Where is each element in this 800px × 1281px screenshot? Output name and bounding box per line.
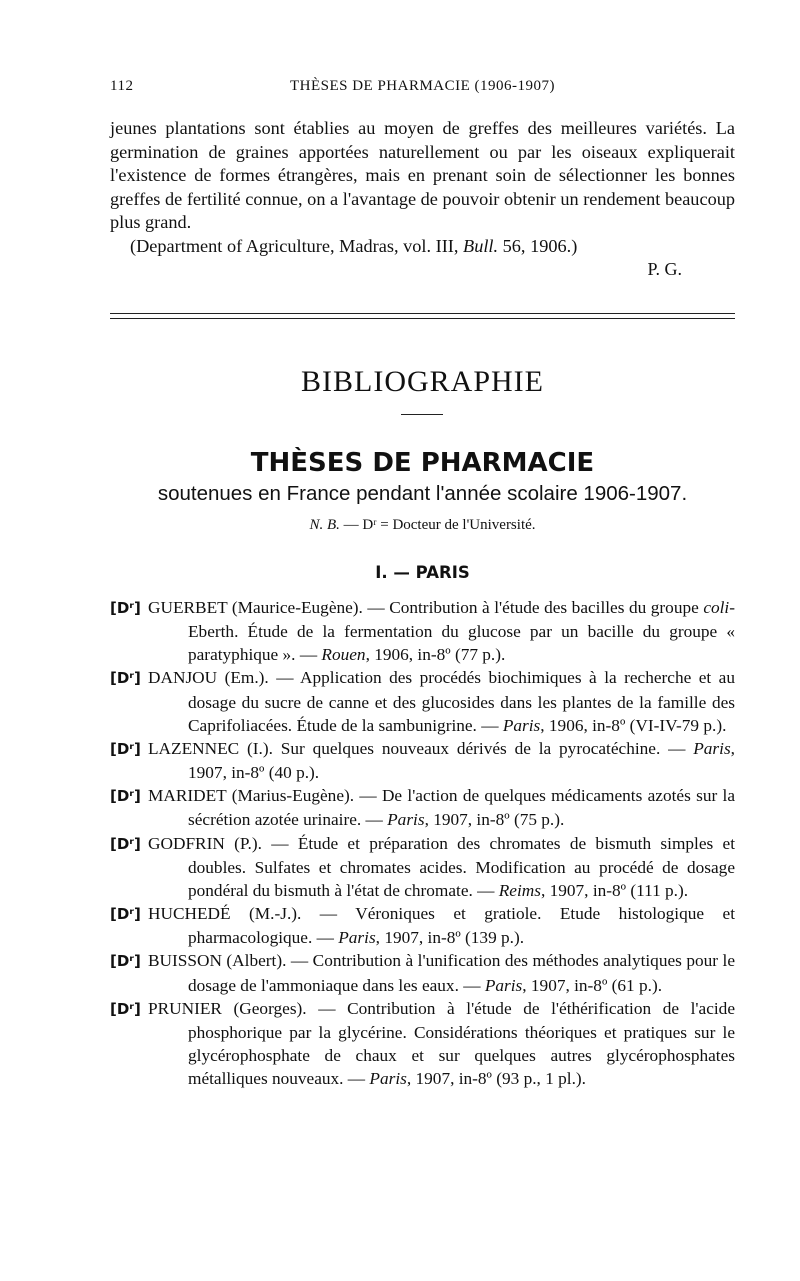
thesis-entry [110, 832, 735, 902]
double-rule-bottom [110, 318, 735, 319]
thesis-entry [110, 596, 735, 666]
doctor-tag: [Dʳ] [110, 739, 141, 758]
entry-details: , 1907, in-8º (75 p.). [424, 810, 565, 830]
entry-details: , 1906, in-8º (77 p.). [365, 645, 506, 665]
note-text: — Dʳ = Docteur de l'Université. [339, 517, 536, 533]
entry-details: , 1906, in-8º (VI-IV-79 p.). [540, 715, 727, 735]
section-subheading: soutenues en France pendant l'année scolaire 1906-1907. [157, 482, 688, 505]
thesis-entry [110, 737, 735, 784]
running-title: THÈSES DE PHARMACIE (1906-1907) [289, 78, 556, 94]
doctor-tag: [Dʳ] [110, 669, 141, 688]
page-number: 112 [110, 78, 134, 94]
doctor-tag: [Dʳ] [110, 905, 141, 924]
entry-text: LAZENNEC (I.). Sur quelques nouveaux dérivés de la pyrocatéchine. — [148, 738, 694, 758]
entry-text: GUERBET (Maurice-Eugène). — Contribution à l'étude des bacilles du groupe [148, 598, 704, 617]
entry-details: , 1907, in-8º (139 p.). [375, 928, 525, 948]
entry-city: Paris [387, 810, 425, 830]
entry-city: Rouen [321, 645, 366, 665]
entry-text: PRUNIER (Georges). — Contribution à l'étude de l'éthérification de l'acide phosphorique par la glycérine. Considérations théoriques et pratiques sur le glycérophosphate de chaux et sur quelques autres glycérophosphates métalliques nouveaux. — [148, 998, 735, 1089]
thesis-entry [110, 997, 735, 1091]
doctor-tag: [Dʳ] [110, 999, 141, 1018]
entry-details: , 1907, in-8º (111 p.). [540, 880, 689, 900]
double-rule-top [110, 313, 735, 314]
entry-text: MARIDET (Marius-Eugène). — De l'action de quelques médicaments azotés sur la sécrétion azotée urinaire. — [148, 786, 735, 830]
intro-paragraph [110, 117, 735, 259]
title-divider [401, 414, 443, 415]
source-journal: Bull. [463, 235, 499, 256]
intro-source [110, 235, 735, 259]
entry-details: , 1907, in-8º (93 p., 1 pl.). [406, 1069, 586, 1089]
thesis-entry [110, 902, 735, 949]
thesis-entry [110, 784, 735, 831]
doctor-tag: [Dʳ] [110, 599, 141, 617]
abbreviation-note [110, 517, 735, 534]
section-title: BIBLIOGRAPHIE [301, 365, 544, 398]
note-prefix: N. B. [309, 517, 340, 533]
entry-city: Paris [484, 975, 523, 995]
doctor-tag: [Dʳ] [110, 787, 141, 806]
thesis-entry [110, 666, 735, 736]
source-issue: 56, 1906.) [498, 235, 578, 256]
section-heading: THÈSES DE PHARMACIE [250, 448, 595, 478]
running-header [110, 78, 735, 102]
doctor-tag: [Dʳ] [110, 952, 141, 971]
thesis-list [110, 596, 735, 1090]
entry-text: -Eberth. Étude de la fermentation du glucose par un bacille du groupe « paratyphique ». — [188, 598, 735, 665]
entry-details: , 1907, in-8º (40 p.). [188, 738, 735, 783]
entry-city: Paris [369, 1069, 407, 1089]
entry-details: , 1907, in-8º (61 p.). [522, 975, 663, 995]
entry-city: Reims [498, 880, 541, 900]
entry-city: Paris [502, 715, 541, 735]
doctor-tag: [Dʳ] [110, 834, 141, 853]
thesis-entry [110, 949, 735, 996]
source-text: (Department of Agriculture, Madras, vol. III, [130, 235, 464, 256]
intro-text: jeunes plantations sont établies au moyen de greffes des meilleures variétés. La germination de graines apportées naturellement ou par les oiseaux expliquerait l'existence de formes étrangères, mais en prenant soin de sélectionner les bonnes greffes de fertilité connue, on a l'avantage de pouvoir obtenir un rendement beaucoup plus grand. [110, 118, 735, 233]
signature: P. G. [647, 259, 682, 279]
entry-italic: coli [703, 598, 730, 617]
city-heading: I. — PARIS [375, 563, 470, 582]
entry-city: Paris [338, 928, 376, 948]
entry-text: BUISSON (Albert). — Contribution à l'unification des méthodes analytiques pour le dosage de l'ammoniaque dans les eaux. — [148, 951, 735, 995]
entry-text: GODFRIN (P.). — Étude et préparation des chromates de bismuth simples et doubles. Sulfates et chromates acides. Modification au procédé de dosage pondéral du bismuth à l'état de chromate. — [148, 833, 735, 900]
entry-text: DANJOU (Em.). — Application des procédés biochimiques à la recherche et au dosage du sucre de canne et des glucosides dans les plantes de la famille des Caprifoliacées. Étude de la sambunigrine. — [148, 668, 735, 735]
entry-text: HUCHEDÉ (M.-J.). — Véroniques et gratiole. Etude histologique et pharmacologique. — [148, 904, 735, 948]
entry-city: Paris [693, 738, 731, 758]
